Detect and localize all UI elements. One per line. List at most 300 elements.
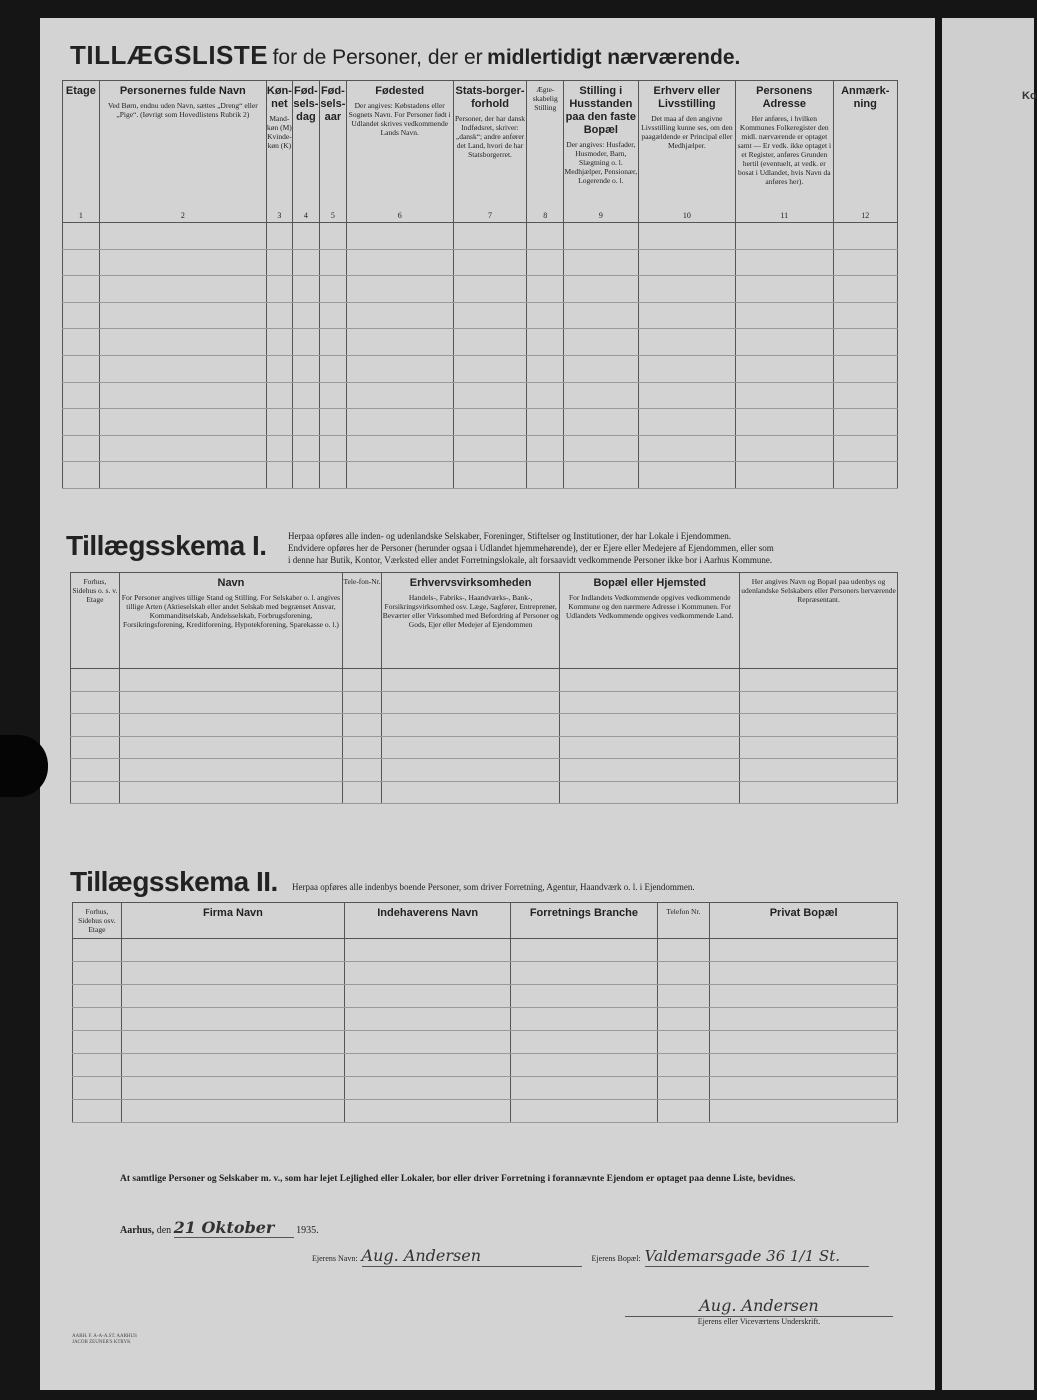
title-emphasis: midlertidigt nærværende. (487, 46, 741, 69)
table-cell[interactable] (63, 462, 100, 489)
column-subtitle: Personer, der har dansk Indfødsret, skriver: „dansk“; andre anfører det Land, hvori de har Statsborgerret. (454, 114, 526, 159)
table-cell[interactable] (345, 1054, 511, 1077)
date-line (120, 1218, 319, 1238)
table-cell[interactable] (292, 223, 319, 250)
table-cell[interactable] (710, 985, 898, 1008)
table-cell[interactable] (345, 1008, 511, 1031)
table-cell[interactable] (266, 276, 292, 303)
table-cell[interactable] (346, 409, 453, 436)
column-number: 1 (78, 211, 83, 220)
table-cell[interactable] (564, 435, 639, 462)
table-row (71, 736, 898, 759)
table-cell[interactable] (453, 276, 527, 303)
table-cell[interactable] (345, 939, 511, 962)
table1-col-5-header (319, 81, 346, 223)
table-cell[interactable] (63, 329, 100, 356)
table-row (73, 939, 898, 962)
table-cell[interactable] (381, 736, 559, 759)
table-cell[interactable] (319, 249, 346, 276)
table-cell[interactable] (638, 302, 735, 329)
table-cell[interactable] (121, 962, 344, 985)
table-cell[interactable] (99, 409, 266, 436)
table-cell[interactable] (121, 1031, 344, 1054)
column-title: Bopæl eller Hjemsted (593, 577, 706, 589)
table-row (71, 714, 898, 737)
table-cell[interactable] (736, 302, 833, 329)
table-cell[interactable] (63, 435, 100, 462)
table-cell[interactable] (345, 1100, 511, 1123)
table-cell[interactable] (346, 462, 453, 489)
column-number: 11 (780, 211, 789, 220)
table-cell[interactable] (833, 302, 898, 329)
table-cell[interactable] (121, 1008, 344, 1031)
skema2-col-6-header (710, 903, 898, 939)
owner-name-label: Ejerens Navn: (312, 1254, 358, 1263)
table-cell[interactable] (71, 781, 120, 804)
table-cell[interactable] (292, 409, 319, 436)
table-cell[interactable] (63, 223, 100, 250)
table-cell[interactable] (99, 382, 266, 409)
column-title: Erhvervsvirksomheden (409, 577, 532, 589)
table-cell[interactable] (638, 462, 735, 489)
table-row (73, 1031, 898, 1054)
place-label: Aarhus, (120, 1225, 155, 1236)
table1-col-2-header (99, 81, 266, 223)
table-cell[interactable] (119, 691, 342, 714)
table-cell[interactable] (266, 223, 292, 250)
table-cell[interactable] (710, 962, 898, 985)
table-row (63, 462, 898, 489)
table-row (71, 781, 898, 804)
table-cell[interactable] (564, 355, 639, 382)
table-row (73, 1054, 898, 1077)
table-cell[interactable] (527, 329, 564, 356)
adjacent-page (942, 18, 1037, 1390)
table-cell[interactable] (657, 1054, 710, 1077)
table-row (71, 691, 898, 714)
table-cell[interactable] (73, 962, 122, 985)
signature-block (620, 1296, 898, 1326)
table-cell[interactable] (346, 302, 453, 329)
desc-line: Herpaa opføres alle inden- og udenlandske Selskaber, Foreninger, Stiftelser og Institutioner, der har Lokale i Ejendommen. (288, 531, 732, 541)
column-title: Stilling i Husstanden paa den faste Bopæl (565, 85, 636, 136)
table-cell[interactable] (657, 1100, 710, 1123)
table-cell[interactable] (511, 1031, 657, 1054)
table-cell[interactable] (121, 1100, 344, 1123)
table-cell[interactable] (63, 302, 100, 329)
table-cell[interactable] (657, 985, 710, 1008)
table-cell[interactable] (381, 781, 559, 804)
table-cell[interactable] (343, 669, 382, 692)
table-cell[interactable] (266, 409, 292, 436)
table-cell[interactable] (511, 1100, 657, 1123)
table-cell[interactable] (292, 462, 319, 489)
table-cell[interactable] (564, 409, 639, 436)
table-cell[interactable] (511, 939, 657, 962)
table-cell[interactable] (560, 759, 740, 782)
table-cell[interactable] (121, 985, 344, 1008)
table-cell[interactable] (527, 462, 564, 489)
table-cell[interactable] (564, 329, 639, 356)
page-title (70, 40, 740, 71)
table-cell[interactable] (121, 1077, 344, 1100)
table-cell[interactable] (71, 759, 120, 782)
table-cell[interactable] (381, 691, 559, 714)
table1-col-3-header (266, 81, 292, 223)
table-cell[interactable] (292, 302, 319, 329)
table-cell[interactable] (527, 302, 564, 329)
column-number: 3 (277, 211, 282, 220)
table-cell[interactable] (73, 1077, 122, 1100)
table-cell[interactable] (71, 669, 120, 692)
signature-handwritten: Aug. Andersen (699, 1296, 819, 1315)
table-cell[interactable] (740, 669, 898, 692)
table-cell[interactable] (99, 329, 266, 356)
table-cell[interactable] (527, 276, 564, 303)
table-cell[interactable] (343, 736, 382, 759)
table-cell[interactable] (564, 462, 639, 489)
table-cell[interactable] (453, 462, 527, 489)
table-cell[interactable] (381, 759, 559, 782)
table1-col-7-header (453, 81, 527, 223)
table-cell[interactable] (736, 355, 833, 382)
table1-col-10-header (638, 81, 735, 223)
table-cell[interactable] (346, 382, 453, 409)
table-cell[interactable] (381, 669, 559, 692)
table-cell[interactable] (319, 435, 346, 462)
skema1-col-1-header (71, 573, 120, 669)
supplement-list-table (62, 80, 898, 489)
table-cell[interactable] (453, 409, 527, 436)
column-title: Indehaverens Navn (377, 907, 479, 919)
skema2-col-4-header (511, 903, 657, 939)
table-cell[interactable] (710, 1054, 898, 1077)
table-row (63, 382, 898, 409)
table-cell[interactable] (736, 223, 833, 250)
table-cell[interactable] (657, 962, 710, 985)
table-cell[interactable] (121, 1054, 344, 1077)
table-cell[interactable] (266, 435, 292, 462)
table-row (63, 302, 898, 329)
column-number: 7 (488, 211, 493, 220)
table-cell[interactable] (119, 736, 342, 759)
table-cell[interactable] (657, 1008, 710, 1031)
table-cell[interactable] (345, 985, 511, 1008)
table-cell[interactable] (119, 759, 342, 782)
table-row (73, 962, 898, 985)
table-cell[interactable] (638, 355, 735, 382)
table-cell[interactable] (71, 714, 120, 737)
table-cell[interactable] (319, 409, 346, 436)
table-cell[interactable] (638, 435, 735, 462)
table-row (63, 223, 898, 250)
table-cell[interactable] (266, 355, 292, 382)
table-cell[interactable] (292, 435, 319, 462)
table-cell[interactable] (292, 382, 319, 409)
column-title: Personens Adresse (756, 85, 813, 110)
section-desc-skema-1 (288, 530, 774, 566)
table-row (63, 435, 898, 462)
column-title: Erhverv eller Livsstilling (653, 85, 721, 110)
table-cell[interactable] (63, 409, 100, 436)
table-cell[interactable] (266, 302, 292, 329)
table-cell[interactable] (833, 329, 898, 356)
table-cell[interactable] (63, 249, 100, 276)
table-cell[interactable] (292, 329, 319, 356)
table-cell[interactable] (73, 1031, 122, 1054)
title-middle: for de Personer, der er (272, 46, 483, 69)
table-cell[interactable] (119, 781, 342, 804)
column-number: 4 (303, 211, 308, 220)
column-subtitle: Forhus, Sidehus osv. Etage (78, 907, 116, 934)
table-cell[interactable] (511, 962, 657, 985)
table-cell[interactable] (453, 329, 527, 356)
table-cell[interactable] (319, 276, 346, 303)
table-cell[interactable] (73, 1054, 122, 1077)
skema1-col-4-header (381, 573, 559, 669)
adjacent-page-fragment: Ko (1022, 90, 1037, 102)
table-cell[interactable] (527, 249, 564, 276)
table-header (73, 903, 898, 939)
table-cell[interactable] (99, 462, 266, 489)
table-cell[interactable] (99, 276, 266, 303)
column-subtitle: Telefon Nr. (666, 907, 701, 916)
table-cell[interactable] (63, 382, 100, 409)
table-cell[interactable] (121, 939, 344, 962)
table-cell[interactable] (736, 409, 833, 436)
table-cell[interactable] (346, 276, 453, 303)
table-cell[interactable] (740, 781, 898, 804)
table1-col-12-header (833, 81, 898, 223)
table-cell[interactable] (564, 249, 639, 276)
table-body (73, 939, 898, 1123)
table-cell[interactable] (833, 276, 898, 303)
table-cell[interactable] (564, 276, 639, 303)
table-cell[interactable] (511, 1054, 657, 1077)
table-cell[interactable] (346, 355, 453, 382)
table-cell[interactable] (527, 355, 564, 382)
table-cell[interactable] (740, 736, 898, 759)
column-title: Køn-net (266, 85, 292, 110)
column-title: Fød-sels-dag (293, 85, 319, 123)
table-cell[interactable] (736, 329, 833, 356)
table-cell[interactable] (638, 382, 735, 409)
table-cell[interactable] (736, 435, 833, 462)
table-cell[interactable] (638, 409, 735, 436)
table-cell[interactable] (833, 223, 898, 250)
table-header (71, 573, 898, 669)
table-cell[interactable] (657, 1031, 710, 1054)
table-cell[interactable] (560, 691, 740, 714)
table-cell[interactable] (833, 409, 898, 436)
table-cell[interactable] (453, 382, 527, 409)
table-row (63, 329, 898, 356)
table-cell[interactable] (99, 223, 266, 250)
table-cell[interactable] (319, 382, 346, 409)
table-cell[interactable] (73, 985, 122, 1008)
table-cell[interactable] (345, 962, 511, 985)
table-cell[interactable] (266, 382, 292, 409)
table-cell[interactable] (527, 435, 564, 462)
table-cell[interactable] (73, 1100, 122, 1123)
table-cell[interactable] (453, 223, 527, 250)
table-cell[interactable] (511, 1008, 657, 1031)
table-cell[interactable] (740, 759, 898, 782)
table-cell[interactable] (736, 382, 833, 409)
column-title: Firma Navn (202, 907, 263, 919)
table-cell[interactable] (292, 276, 319, 303)
column-subtitle: Her anføres, i hvilken Kommunes Folkeregister den midl. nærværende er optaget samt — Er vedk. ikke optaget i et Register, anføres Grunden hertil (eventuelt, at vedk. er bosat i Udlandet, hvis Navn da anføres her). (737, 114, 832, 186)
table-cell[interactable] (453, 435, 527, 462)
column-number: 10 (682, 211, 691, 220)
table-cell[interactable] (511, 1077, 657, 1100)
column-number: 8 (543, 211, 548, 220)
table-cell[interactable] (343, 759, 382, 782)
table-cell[interactable] (736, 249, 833, 276)
table-cell[interactable] (319, 302, 346, 329)
table1-col-11-header (736, 81, 833, 223)
table-cell[interactable] (560, 781, 740, 804)
column-title: Stats-borger-forhold (455, 85, 525, 110)
table-cell[interactable] (710, 1008, 898, 1031)
table-cell[interactable] (833, 462, 898, 489)
table-cell[interactable] (343, 781, 382, 804)
table-cell[interactable] (73, 1008, 122, 1031)
column-number: 2 (180, 211, 185, 220)
table-cell[interactable] (710, 1031, 898, 1054)
signature-field (625, 1296, 893, 1317)
table-cell[interactable] (560, 669, 740, 692)
table-cell[interactable] (71, 736, 120, 759)
table-cell[interactable] (564, 302, 639, 329)
table-cell[interactable] (657, 939, 710, 962)
den-label: den (156, 1225, 172, 1236)
section-title-skema-2: Tillægsskema II. (70, 866, 278, 897)
owner-line (312, 1246, 897, 1267)
title-main: TILLÆGSLISTE (70, 40, 269, 70)
table-cell[interactable] (99, 435, 266, 462)
skema1-col-6-header (740, 573, 898, 669)
table-cell[interactable] (638, 223, 735, 250)
table-cell[interactable] (319, 223, 346, 250)
table-cell[interactable] (292, 249, 319, 276)
table-cell[interactable] (740, 714, 898, 737)
table-header (63, 81, 898, 223)
table-cell[interactable] (71, 691, 120, 714)
skema1-col-2-header (119, 573, 342, 669)
table-row (71, 669, 898, 692)
table-cell[interactable] (833, 382, 898, 409)
table-cell[interactable] (381, 714, 559, 737)
table1-col-6-header (346, 81, 453, 223)
table-cell[interactable] (346, 329, 453, 356)
owner-addr-handwritten: Valdemarsgade 36 1/1 St. (644, 1247, 840, 1265)
table-cell[interactable] (119, 669, 342, 692)
column-subtitle: Det maa af den angivne Livsstilling kunne ses, om den paagældende er Principal eller Medhjælper. (641, 114, 733, 150)
table-cell[interactable] (710, 1077, 898, 1100)
table-cell[interactable] (346, 435, 453, 462)
skema1-col-5-header (560, 573, 740, 669)
table-cell[interactable] (560, 736, 740, 759)
table-cell[interactable] (63, 276, 100, 303)
table-body (63, 223, 898, 489)
table-cell[interactable] (63, 355, 100, 382)
table-cell[interactable] (266, 462, 292, 489)
table-cell[interactable] (119, 714, 342, 737)
table-cell[interactable] (638, 329, 735, 356)
column-number: 12 (861, 211, 870, 220)
column-subtitle: Ægte-skabelig Stilling (532, 85, 558, 112)
table-row (63, 276, 898, 303)
column-subtitle: For Indlandets Vedkommende opgives vedkommende Kommune og den nærmere Adresse i Kommunen. For Udlandets Vedkommende opgives vedkommende Land. (565, 593, 734, 620)
table1-col-4-header (292, 81, 319, 223)
table-row (73, 1077, 898, 1100)
table-cell[interactable] (453, 355, 527, 382)
table-cell[interactable] (453, 249, 527, 276)
table-cell[interactable] (99, 302, 266, 329)
table-cell[interactable] (638, 276, 735, 303)
table-cell[interactable] (266, 249, 292, 276)
table-cell[interactable] (710, 1100, 898, 1123)
table-cell[interactable] (527, 382, 564, 409)
table-cell[interactable] (99, 249, 266, 276)
column-number: 6 (397, 211, 402, 220)
table-cell[interactable] (343, 691, 382, 714)
table-cell[interactable] (833, 355, 898, 382)
table-cell[interactable] (657, 1077, 710, 1100)
table-cell[interactable] (345, 1031, 511, 1054)
table-cell[interactable] (736, 462, 833, 489)
table-cell[interactable] (319, 462, 346, 489)
table-row (63, 409, 898, 436)
table-cell[interactable] (453, 302, 527, 329)
table-row (71, 759, 898, 782)
desc-line: i denne har Butik, Kontor, Værksted eller andet Forretningslokale, alt forsaavidt vedkommende Personer ikke bor i Aarhus Kommune. (288, 555, 773, 565)
table-cell[interactable] (564, 382, 639, 409)
column-title: Anmærk-ning (841, 85, 890, 110)
table-cell[interactable] (740, 691, 898, 714)
table-cell[interactable] (511, 985, 657, 1008)
column-subtitle: Mand-køn (M) Kvinde-køn (K) (267, 114, 292, 150)
imprint-line: AARH. F. A-A-A.ST. AARHUS (72, 1334, 137, 1339)
table-row (63, 249, 898, 276)
table-cell[interactable] (638, 249, 735, 276)
table-cell[interactable] (527, 223, 564, 250)
table-cell[interactable] (346, 249, 453, 276)
table-cell[interactable] (73, 939, 122, 962)
table-cell[interactable] (833, 249, 898, 276)
table-cell[interactable] (345, 1077, 511, 1100)
skema2-col-1-header (73, 903, 122, 939)
table-cell[interactable] (319, 355, 346, 382)
table-cell[interactable] (710, 939, 898, 962)
table-cell[interactable] (292, 355, 319, 382)
table-cell[interactable] (319, 329, 346, 356)
table-cell[interactable] (266, 329, 292, 356)
table-cell[interactable] (346, 223, 453, 250)
table-cell[interactable] (527, 409, 564, 436)
table-cell[interactable] (564, 223, 639, 250)
section-title-skema-1: Tillægsskema I. (66, 530, 267, 561)
column-subtitle: Forhus, Sidehus o. s. v. Etage (72, 577, 118, 604)
table-cell[interactable] (560, 714, 740, 737)
column-subtitle: For Personer angives tillige Stand og Stilling. For Selskaber o. l. angives tillige Arten (Aktieselskab eller andet Selskab med begrænset Ansvar, Kommanditselskab, Andelsselskab, Forbrugsforening, Forsikringsforening, Kreditforening, Hypotekforening, Sparekasse o. l.) (121, 593, 341, 629)
table-cell[interactable] (833, 435, 898, 462)
table-cell[interactable] (99, 355, 266, 382)
column-number: 5 (330, 211, 335, 220)
table-cell[interactable] (343, 714, 382, 737)
table-cell[interactable] (736, 276, 833, 303)
